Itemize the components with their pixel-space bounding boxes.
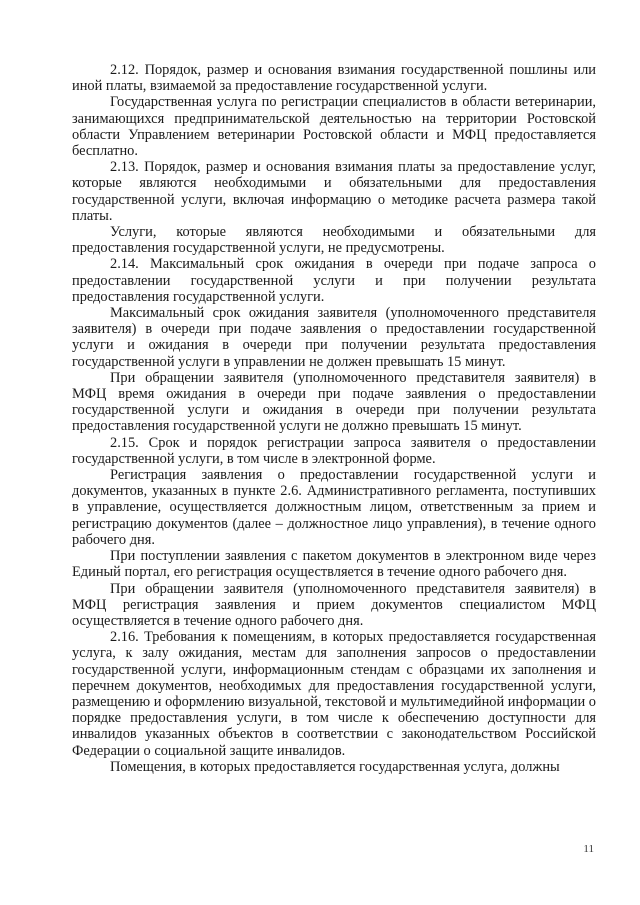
paragraph-2-12-heading: 2.12. Порядок, размер и основания взимания государственной пошлины или иной платы, взимаемой за предоставление государственной услуги. [72, 62, 596, 95]
paragraph-registration-office: Регистрация заявления о предоставлении государственной услуги и документов, указанных в пункте 2.6. Административного регламента, поступивших в управление, осуществляется должностным лицом, ответственным за прием и регистрацию документов (далее – должностное лицо управления), в течение одного рабочего дня. [72, 467, 596, 548]
paragraph-2-16-heading: 2.16. Требования к помещениям, в которых предоставляется государственная услуга, к залу ожидания, местам для заполнения запросов о предоставлении государственной услуги, информационным стендам с образцами их заполнения и перечнем документов, необходимых для предоставления государственной услуги, размещению и оформлению визуальной, текстовой и мультимедийной информации о порядке предоставления услуги, в том числе к обеспечению доступности для инвалидов указанных объектов в соответствии с законодательством Российской Федерации о социальной защите инвалидов. [72, 629, 596, 759]
paragraph-2-14-heading: 2.14. Максимальный срок ожидания в очереди при подаче запроса о предоставлении государственной услуги и при получении результата предоставления государственной услуги. [72, 256, 596, 305]
paragraph-2-15-heading: 2.15. Срок и порядок регистрации запроса заявителя о предоставлении государственной услуги, в том числе в электронной форме. [72, 434, 596, 467]
paragraph-waiting-time-office: Максимальный срок ожидания заявителя (уполномоченного представителя заявителя) в очереди при подаче заявления о предоставлении государственной услуги и ожидания в очереди при получении результата предоставления государственной услуги в управлении не должен превышать 15 минут. [72, 305, 596, 370]
paragraph-registration-mfc: При обращении заявителя (уполномоченного представителя заявителя) в МФЦ регистрация заявления и прием документов специалистом МФЦ осуществляется в течение одного рабочего дня. [72, 580, 596, 629]
paragraph-registration-portal: При поступлении заявления с пакетом документов в электронном виде через Единый портал, его регистрация осуществляется в течение одного рабочего дня. [72, 548, 596, 581]
document-body [72, 62, 596, 775]
page-number: 11 [583, 843, 594, 855]
paragraph-waiting-time-mfc: При обращении заявителя (уполномоченного представителя заявителя) в МФЦ время ожидания в очереди при подаче заявления о предоставлении государственной услуги и ожидания в очереди при получении результата предоставления государственной услуги не должно превышать 15 минут. [72, 369, 596, 435]
paragraph-services-not-provided: Услуги, которые являются необходимыми и обязательными для предоставления государственной услуги, не предусмотрены. [72, 224, 596, 257]
paragraph-free-of-charge: Государственная услуга по регистрации специалистов в области ветеринарии, занимающихся предпринимательской деятельностью на территории Ростовской области Управлением ветеринарии Ростовской области и МФЦ предоставляется бесплатно. [72, 94, 596, 160]
paragraph-premises-requirements: Помещения, в которых предоставляется государственная услуга, должны [110, 758, 560, 775]
paragraph-2-13-heading: 2.13. Порядок, размер и основания взимания платы за предоставление услуг, которые являются необходимыми и обязательными для предоставления государственной услуги, включая информацию о методике расчета размера такой платы. [72, 159, 596, 224]
